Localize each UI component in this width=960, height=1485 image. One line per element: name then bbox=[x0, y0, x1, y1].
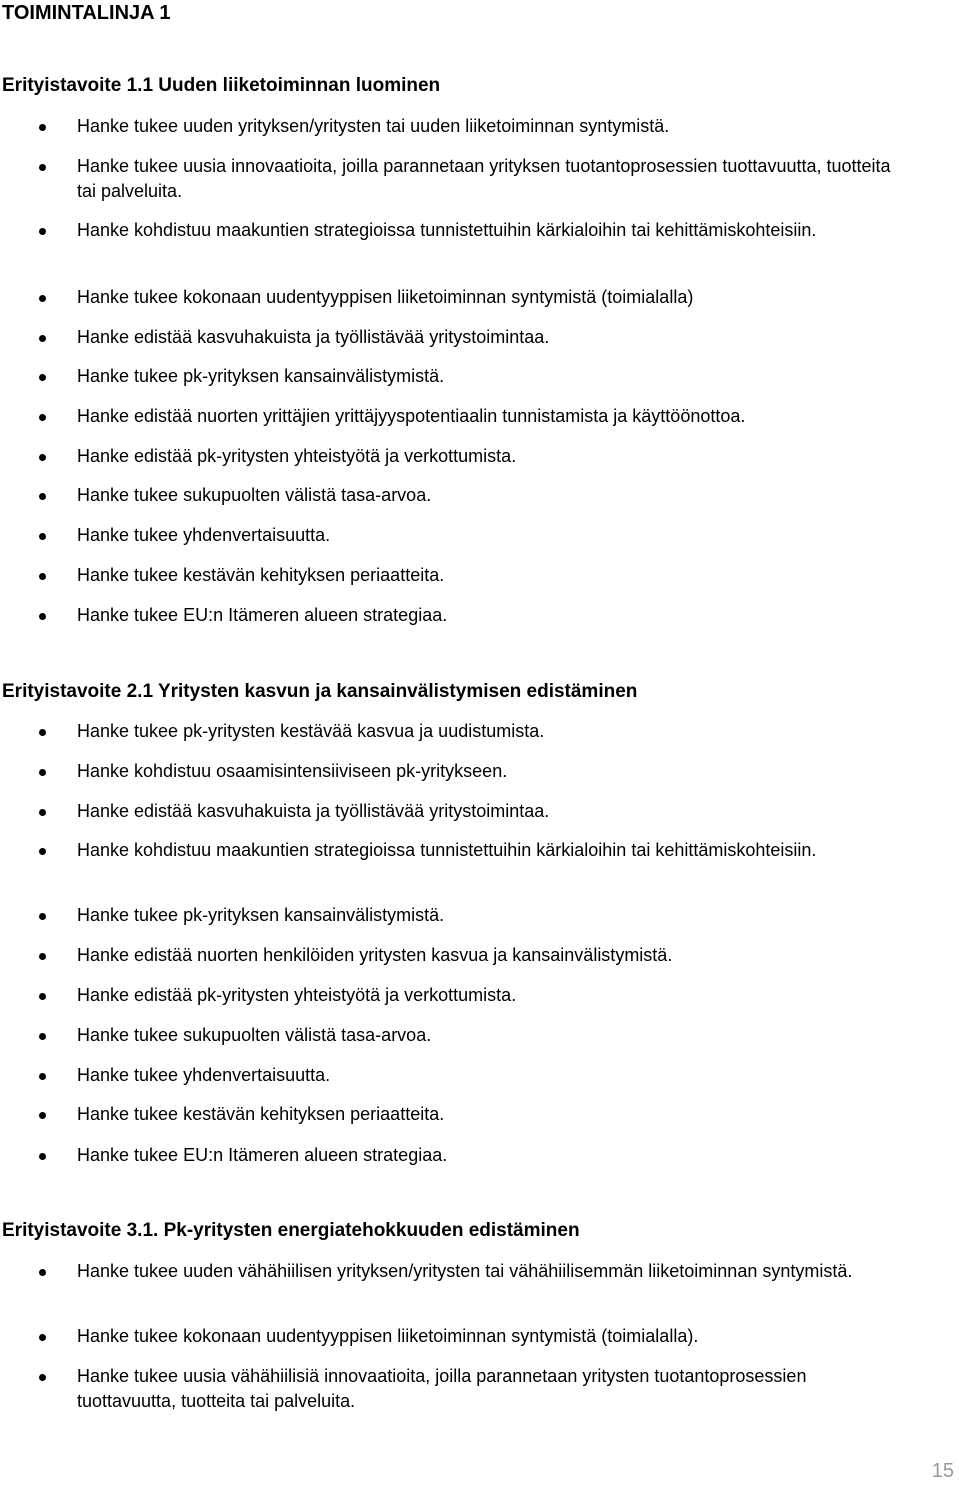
list-item-text: Hanke edistää nuorten yrittäjien yrittäjyyspotentiaalin tunnistamista ja käyttöönottoa. bbox=[77, 406, 746, 426]
page-title: TOIMINTALINJA 1 bbox=[2, 2, 171, 24]
list-item-text: Hanke tukee pk-yrityksen kansainvälistymistä. bbox=[77, 905, 445, 925]
list-item-text: Hanke tukee uuden vähähiilisen yrityksen/yritysten tai vähähiilisemmän liiketoiminnan syntymistä. bbox=[77, 1261, 853, 1281]
bullet-icon bbox=[39, 164, 46, 171]
list-item-text: Hanke kohdistuu maakuntien strategioissa tunnistettuihin kärkialoihin tai kehittämiskohteisiin. bbox=[77, 220, 817, 240]
bullet-icon bbox=[39, 414, 46, 421]
list-item-text: Hanke tukee uusia vähähiilisiä innovaatioita, joilla parannetaan yritysten tuotantoprosessien tuottavuutta, tuotteita tai palveluita. bbox=[77, 1366, 807, 1411]
bullet-icon bbox=[39, 769, 46, 776]
bullet-icon bbox=[39, 993, 46, 1000]
list-item-text: Hanke tukee pk-yritysten kestävää kasvua ja uudistumista. bbox=[77, 721, 545, 741]
bullet-icon bbox=[39, 573, 46, 580]
bullet-icon bbox=[39, 1374, 46, 1381]
bullet-icon bbox=[39, 374, 46, 381]
list-item-text: Hanke tukee sukupuolten välistä tasa-arvoa. bbox=[77, 485, 432, 505]
section-heading: Erityistavoite 1.1 Uuden liiketoiminnan luominen bbox=[2, 75, 441, 96]
list-item-text: Hanke tukee yhdenvertaisuutta. bbox=[77, 525, 331, 545]
bullet-icon bbox=[39, 493, 46, 500]
bullet-icon bbox=[39, 1269, 46, 1276]
bullet-icon bbox=[39, 228, 46, 235]
bullet-icon bbox=[39, 729, 46, 736]
list-item-text: Hanke tukee EU:n Itämeren alueen strategiaa. bbox=[77, 1145, 448, 1165]
bullet-icon bbox=[39, 953, 46, 960]
page-number: 15 bbox=[931, 1460, 954, 1482]
bullet-icon bbox=[39, 295, 46, 302]
list-item-text: Hanke tukee kokonaan uudentyyppisen liiketoiminnan syntymistä (toimialalla) bbox=[77, 287, 694, 307]
list-item-text: Hanke edistää pk-yritysten yhteistyötä ja verkottumista. bbox=[77, 446, 517, 466]
section-heading: Erityistavoite 3.1. Pk-yritysten energiatehokkuuden edistäminen bbox=[2, 1220, 580, 1241]
bullet-icon bbox=[39, 848, 46, 855]
list-item-text: Hanke tukee kokonaan uudentyyppisen liiketoiminnan syntymistä (toimialalla). bbox=[77, 1326, 699, 1346]
list-item-text: Hanke kohdistuu osaamisintensiiviseen pk-yritykseen. bbox=[77, 761, 508, 781]
bullet-icon bbox=[39, 809, 46, 816]
bullet-icon bbox=[39, 1334, 46, 1341]
list-item-text: Hanke tukee yhdenvertaisuutta. bbox=[77, 1065, 331, 1085]
bullet-icon bbox=[39, 1153, 46, 1160]
list-item-text: Hanke tukee uuden yrityksen/yritysten tai uuden liiketoiminnan syntymistä. bbox=[77, 116, 670, 136]
bullet-icon bbox=[39, 1033, 46, 1040]
list-item-text: Hanke tukee kestävän kehityksen periaatteita. bbox=[77, 1104, 445, 1124]
list-item-text: Hanke kohdistuu maakuntien strategioissa tunnistettuihin kärkialoihin tai kehittämiskohteisiin. bbox=[77, 840, 817, 860]
section-heading: Erityistavoite 2.1 Yritysten kasvun ja kansainvälistymisen edistäminen bbox=[2, 681, 638, 702]
bullet-icon bbox=[39, 454, 46, 461]
list-item-text: Hanke edistää kasvuhakuista ja työllistävää yritystoimintaa. bbox=[77, 327, 550, 347]
bullet-icon bbox=[39, 613, 46, 620]
list-item-text: Hanke tukee pk-yrityksen kansainvälistymistä. bbox=[77, 366, 445, 386]
bullet-icon bbox=[39, 335, 46, 342]
bullet-icon bbox=[39, 1112, 46, 1119]
bullet-icon bbox=[39, 913, 46, 920]
list-item-text: Hanke tukee kestävän kehityksen periaatteita. bbox=[77, 565, 445, 585]
list-item-text: Hanke tukee uusia innovaatioita, joilla parannetaan yrityksen tuotantoprosessien tuottavuutta, tuotteita tai palveluita. bbox=[77, 156, 891, 201]
bullet-icon bbox=[39, 533, 46, 540]
list-item-text: Hanke edistää kasvuhakuista ja työllistävää yritystoimintaa. bbox=[77, 801, 550, 821]
bullet-icon bbox=[39, 124, 46, 131]
list-item-text: Hanke edistää pk-yritysten yhteistyötä ja verkottumista. bbox=[77, 985, 517, 1005]
bullet-icon bbox=[39, 1073, 46, 1080]
list-item-text: Hanke edistää nuorten henkilöiden yritysten kasvua ja kansainvälistymistä. bbox=[77, 945, 673, 965]
list-item-text: Hanke tukee EU:n Itämeren alueen strategiaa. bbox=[77, 605, 448, 625]
list-item-text: Hanke tukee sukupuolten välistä tasa-arvoa. bbox=[77, 1025, 432, 1045]
